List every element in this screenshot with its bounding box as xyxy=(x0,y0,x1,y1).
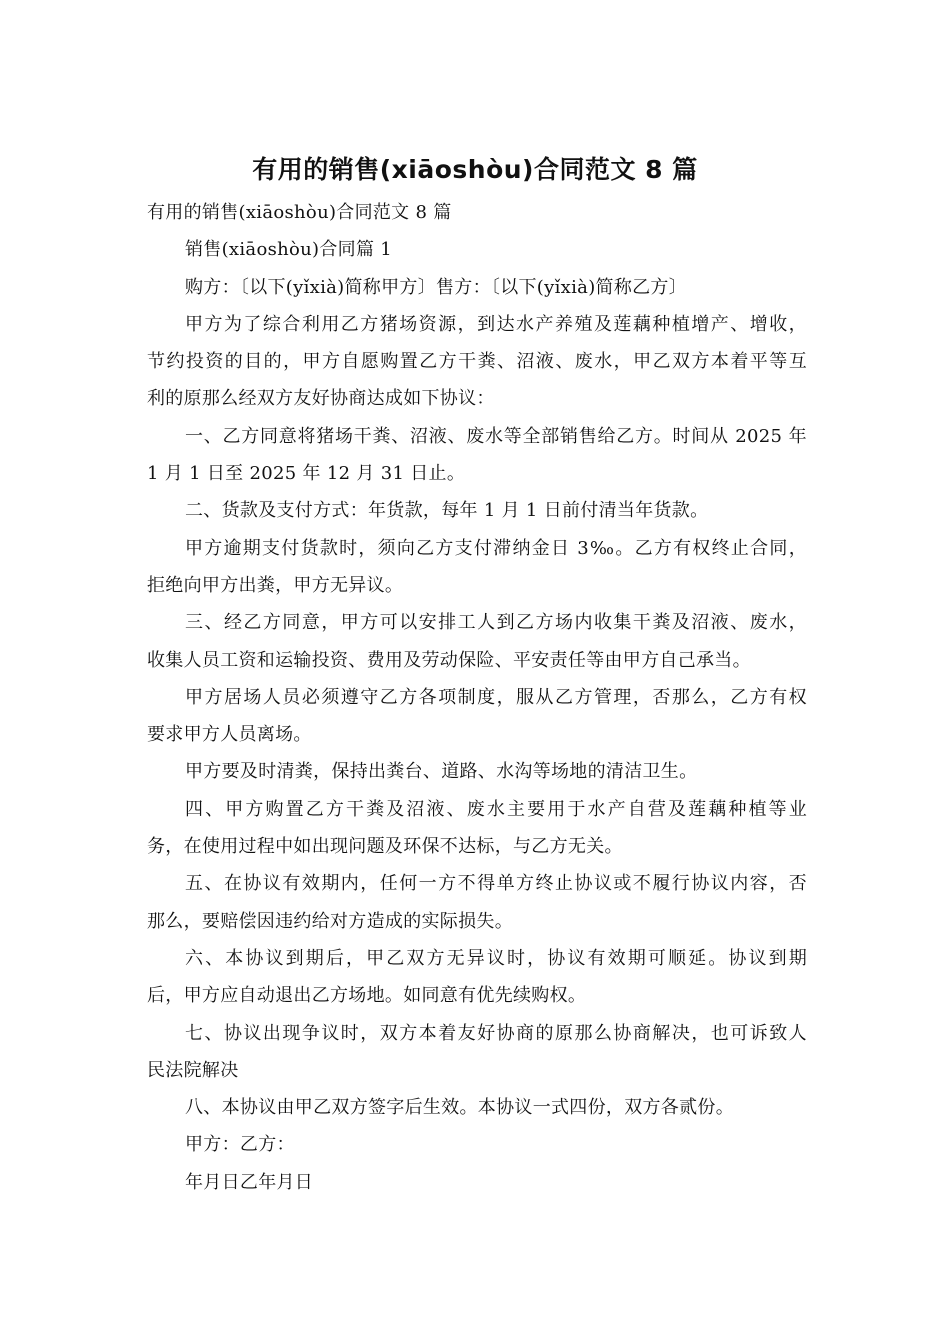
document-body xyxy=(147,194,807,1201)
clause-line: 二、货款及支付方式：年货款，每年 1 月 1 日前付清当年货款。 xyxy=(185,500,709,522)
signature-parties-line: 甲方：乙方： xyxy=(185,1134,295,1156)
clause-line: 六、本协议到期后，甲乙双方无异议时，协议有效期可顺延。协议到期 xyxy=(185,947,807,969)
parties-line: 购方：〔以下(yǐxià)简称甲方〕售方：〔以下(yǐxià)简称乙方〕 xyxy=(185,276,688,298)
clause-line: 要求甲方人员离场。 xyxy=(147,724,312,746)
subtitle-line: 有用的销售(xiāoshòu)合同范文 8 篇 xyxy=(147,202,452,223)
document-title: 有用的销售(xiāoshòu)合同范文 8 篇 xyxy=(252,155,698,184)
clause-line: 民法院解决 xyxy=(147,1059,239,1081)
clause-line: 五、在协议有效期内，任何一方不得单方终止协议或不履行协议内容，否 xyxy=(185,873,807,895)
clause-line: 甲方逾期支付货款时，须向乙方支付滞纳金日 3‰。乙方有权终止合同， xyxy=(185,537,807,559)
paragraph-line: 利的原那么经双方友好协商达成如下协议： xyxy=(147,388,495,410)
clause-line: 甲方居场人员必须遵守乙方各项制度，服从乙方管理，否那么，乙方有权 xyxy=(185,686,807,708)
clause-line: 八、本协议由甲乙双方签字后生效。本协议一式四份，双方各贰份。 xyxy=(185,1097,734,1119)
clause-line: 七、协议出现争议时，双方本着友好协商的原那么协商解决，也可诉致人 xyxy=(185,1022,807,1044)
paragraph-line: 甲方为了综合利用乙方猪场资源，到达水产养殖及莲藕种植增产、增收， xyxy=(185,313,807,335)
clause-line: 1 月 1 日至 2025 年 12 月 31 日止。 xyxy=(147,463,466,485)
clause-line: 四、甲方购置乙方干粪及沼液、废水主要用于水产自营及莲藕种植等业 xyxy=(185,798,807,820)
clause-line: 后，甲方应自动退出乙方场地。如同意有优先续购权。 xyxy=(147,985,587,1007)
paragraph-line: 节约投资的目的，甲方自愿购置乙方干粪、沼液、废水，甲乙双方本着平等互 xyxy=(147,351,807,373)
contract-heading: 销售(xiāoshòu)合同篇 1 xyxy=(185,239,393,261)
clause-line: 拒绝向甲方出粪，甲方无异议。 xyxy=(147,574,404,596)
clause-line: 一、乙方同意将猪场干粪、沼液、废水等全部销售给乙方。时间从 2025 年 xyxy=(185,425,807,447)
clause-line: 三、经乙方同意，甲方可以安排工人到乙方场内收集干粪及沼液、废水， xyxy=(185,612,807,634)
signature-date-line: 年月日乙年月日 xyxy=(185,1171,314,1193)
clause-line: 甲方要及时清粪，保持出粪台、道路、水沟等场地的清洁卫生。 xyxy=(185,761,698,783)
clause-line: 务，在使用过程中如出现问题及环保不达标，与乙方无关。 xyxy=(147,836,623,858)
clause-line: 那么，要赔偿因违约给对方造成的实际损失。 xyxy=(147,910,513,932)
clause-line: 收集人员工资和运输投资、费用及劳动保险、平安责任等由甲方自己承当。 xyxy=(147,649,751,671)
